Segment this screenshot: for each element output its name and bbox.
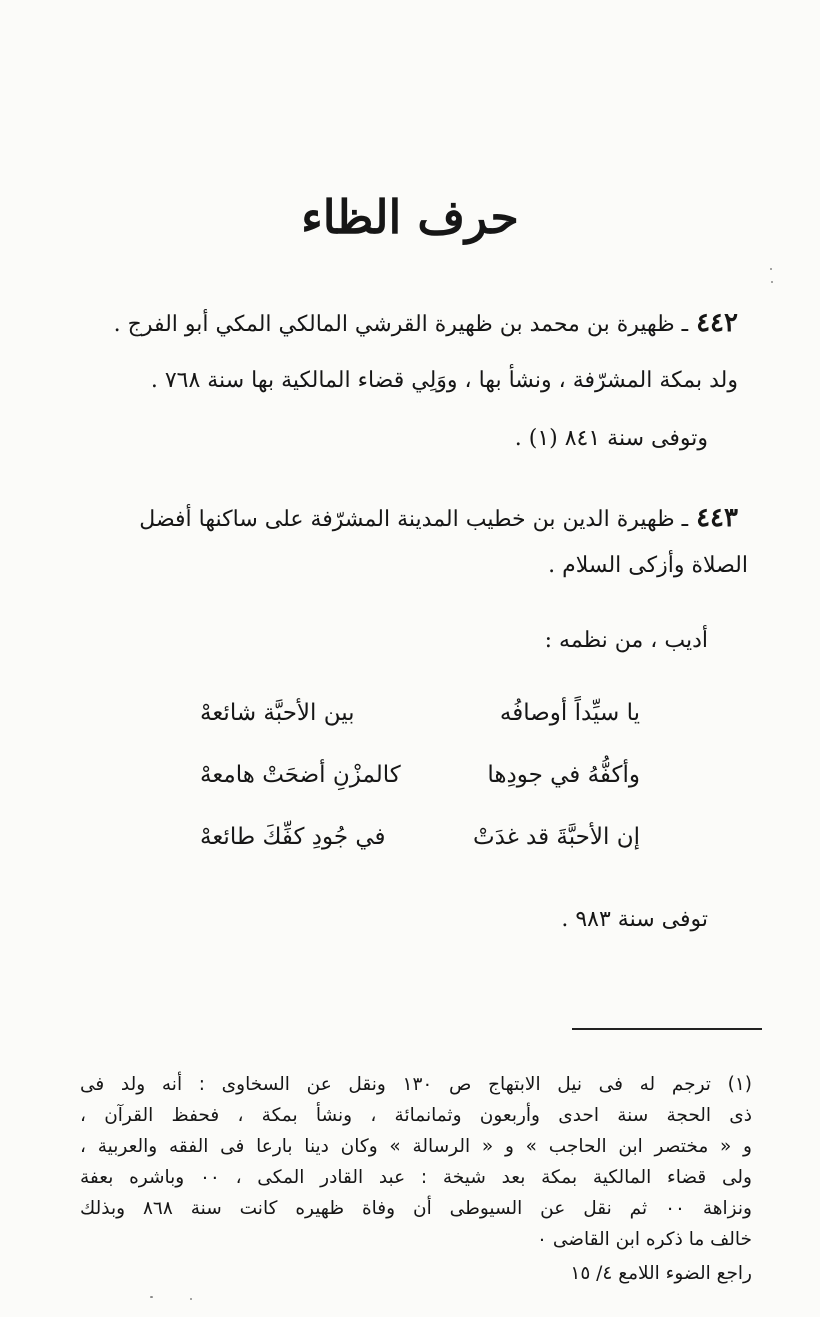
entry-text: ـ ظهيرة بن محمد بن ظهيرة القرشي المالكي المكي أبو الفرج . (113, 312, 689, 337)
scan-speck (770, 268, 772, 270)
poem-verse (200, 700, 640, 726)
footnote-line: (١) ترجم له فى نيل الابتهاج ص ١٣٠ ونقل عن السخاوى : أنه ولد فى (80, 1074, 752, 1095)
entry-number: ٤٤٣ (696, 503, 738, 533)
footnote-line: ولى قضاء المالكية بمكة بعد شيخة : عبد القادر المكى ، ٠٠ وباشره بعفة (80, 1167, 752, 1188)
entry-443-line-3: أديب ، من نظمه : (544, 628, 708, 653)
footnote-separator (572, 1028, 762, 1030)
scan-speck (771, 281, 773, 283)
scan-speck (190, 1298, 192, 1300)
footnote-line: ذى الحجة سنة احدى وأربعون وثمانمائة ، ونشأ بمكة ، فحفظ القرآن ، (80, 1105, 752, 1126)
entry-443-line-1 (139, 503, 738, 535)
entry-number: ٤٤٢ (696, 308, 738, 338)
entry-442-line-1 (114, 308, 738, 340)
entry-text: ـ ظهيرة الدين بن خطيب المدينة المشرّفة على ساكنها أفضل (139, 507, 689, 532)
entry-443-line-2: الصلاة وأزكى السلام . (548, 553, 748, 578)
poem-verse (200, 762, 640, 788)
entry-442-line-3: وتوفى سنة ٨٤١ (١) . (514, 426, 708, 451)
verse-first-hemistich: وأكفُّهُ في جودِها (487, 762, 640, 788)
footnote-line: خالف ما ذكره ابن القاضى ٠ (537, 1229, 752, 1250)
chapter-heading: حرف الظاء (301, 190, 519, 244)
footnote-line: راجع الضوء اللامع ٤/ ١٥ (570, 1263, 752, 1284)
death-note: توفى سنة ٩٨٣ . (561, 907, 708, 932)
verse-second-hemistich: كالمزْنِ أضحَتْ هامعهْ (200, 762, 401, 788)
scan-speck (150, 1296, 153, 1298)
poem-verse (200, 824, 640, 850)
verse-first-hemistich: يا سيِّداً أوصافُه (499, 700, 640, 726)
verse-second-hemistich: بين الأحبَّة شائعهْ (200, 700, 355, 726)
footnote-line: ونزاهة ٠٠ ثم نقل عن السيوطى أن وفاة ظهيره كانت سنة ٨٦٨ وبذلك (80, 1198, 752, 1219)
footnote-line: و « مختصر ابن الحاجب » و « الرسالة » وكان دينا بارعا فى الفقه والعربية ، (80, 1136, 752, 1157)
entry-442-line-2: ولد بمكة المشرّفة ، ونشأ بها ، ووَلِي قضاء المالكية بها سنة ٧٦٨ . (150, 368, 738, 393)
verse-first-hemistich: إن الأحبَّةَ قد غدَتْ (472, 824, 640, 850)
verse-second-hemistich: في جُودِ كفِّكَ طائعهْ (200, 824, 386, 850)
